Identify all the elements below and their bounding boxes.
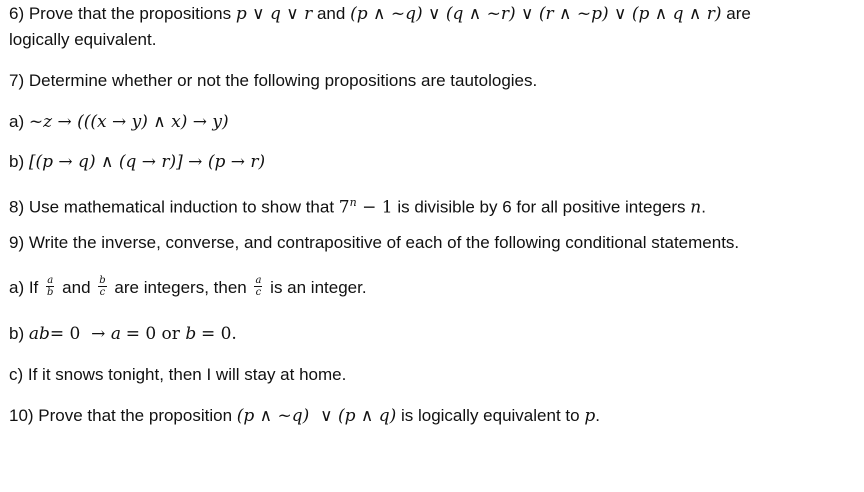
q6-are: are — [726, 4, 751, 23]
q6-expression-2: (p ∧ ~q) ∨ (q ∧ ~r) ∨ (r ∧ ~p) ∨ (p ∧ q ∧ r) — [350, 4, 722, 24]
q10-prefix: 10) Prove that the proposition — [9, 406, 233, 425]
fraction-3-denominator: c — [255, 287, 262, 299]
question-6-line-2: logically equivalent. — [9, 30, 157, 49]
q6-and: and — [316, 4, 346, 23]
question-7b — [9, 150, 265, 174]
q7a-expression: ~z → (((x → y) ∧ x) → y) — [28, 112, 229, 132]
q9b-equals-or: = 0 or — [125, 324, 186, 344]
q8-prefix: 8) Use mathematical induction to show that — [9, 197, 335, 217]
q7b-expression: [(p → q) ∧ (q → r)] → (p → r) — [28, 152, 266, 172]
question-9: 9) Write the inverse, converse, and contrapositive of each of the following conditional statements. — [9, 233, 740, 252]
question-8 — [9, 191, 706, 220]
q10-period: . — [595, 406, 600, 425]
q6-expression-1: p ∨ q ∨ r — [235, 4, 313, 24]
fraction-3-numerator: a — [255, 275, 262, 287]
q10-middle: is logically equivalent to — [400, 406, 580, 425]
q9b-b: b — [185, 324, 197, 344]
q8-variable: n — [690, 197, 702, 218]
fraction-2-numerator: b — [99, 275, 106, 287]
fraction-1-numerator: a — [47, 275, 54, 287]
q9b-equals-zero: = 0. — [200, 324, 237, 344]
q9b-a: a — [110, 324, 121, 344]
q6-prefix: 6) Prove that the propositions — [9, 4, 232, 23]
q8-period: . — [701, 197, 706, 217]
q9b-ab: ab — [28, 324, 50, 344]
question-6-line-1 — [9, 2, 751, 26]
q8-exponent: n — [349, 196, 357, 209]
q9a-prefix: a) If — [9, 278, 39, 297]
q8-minus-one: − 1 — [356, 197, 393, 218]
question-7a — [9, 110, 229, 134]
question-9a — [9, 276, 367, 300]
fraction-a-over-b — [46, 275, 54, 298]
fraction-b-over-c — [98, 275, 106, 298]
question-9b — [9, 322, 237, 346]
q9a-and: and — [62, 278, 91, 297]
q9b-equals-implies: = 0 → — [49, 324, 111, 344]
q9a-end: is an integer. — [270, 278, 367, 297]
q8-suffix: is divisible by 6 for all positive integers — [397, 197, 686, 217]
question-7: 7) Determine whether or not the following propositions are tautologies. — [9, 71, 538, 90]
fraction-2-denominator: c — [99, 287, 106, 299]
q7b-label: b) — [9, 152, 25, 171]
fraction-1-denominator: b — [47, 287, 54, 299]
question-9c: c) If it snows tonight, then I will stay at home. — [9, 365, 347, 384]
q8-base: 7 — [338, 197, 350, 218]
q10-expression: (p ∧ ~q) ∨ (p ∧ q) — [236, 406, 397, 426]
q9b-label: b) — [9, 324, 25, 343]
q9a-middle: are integers, then — [114, 278, 247, 297]
q10-variable: p — [584, 406, 596, 426]
question-10 — [9, 404, 600, 428]
fraction-a-over-c — [254, 275, 262, 298]
q7a-label: a) — [9, 112, 25, 131]
